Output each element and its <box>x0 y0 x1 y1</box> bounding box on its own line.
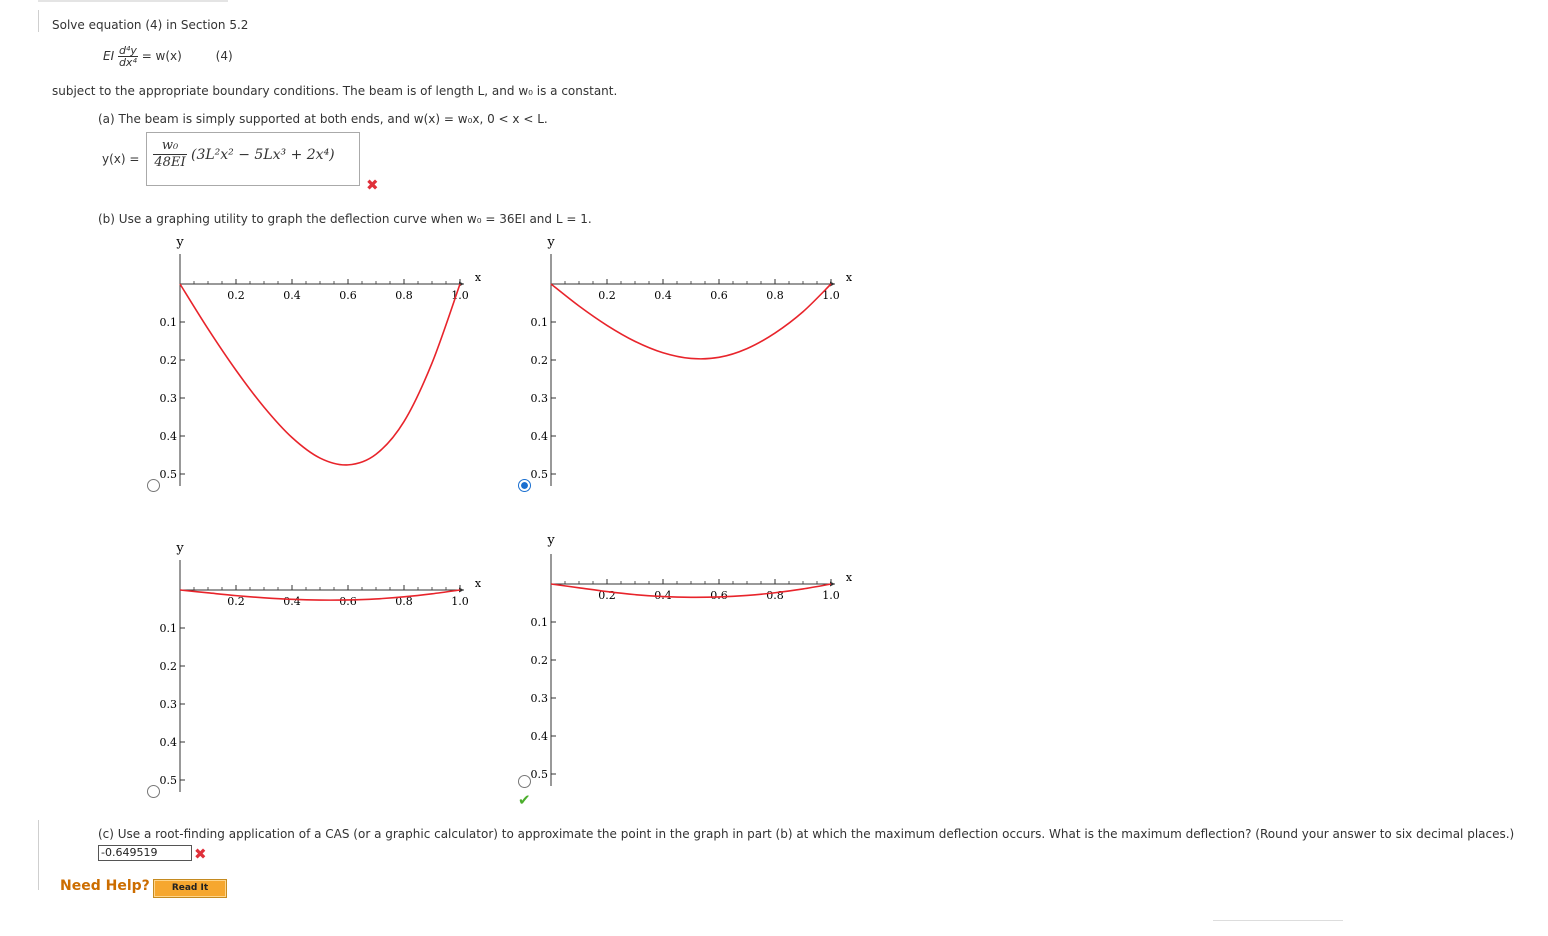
y-tick-label: 0.3 <box>159 392 177 405</box>
left-rule-bottom <box>38 820 39 890</box>
bottom-divider <box>1213 920 1343 921</box>
y-axis-label: y <box>547 235 555 250</box>
graph-option-4-radio[interactable] <box>518 775 531 788</box>
graph-option-3-radio[interactable] <box>147 785 160 798</box>
y-tick-label: 0.2 <box>530 654 548 667</box>
equation-4 <box>103 45 233 68</box>
part-b-prompt: (b) Use a graphing utility to graph the deflection curve when w₀ = 36EI and L = 1. <box>98 212 592 226</box>
x-tick-label: 0.6 <box>339 595 357 608</box>
y-tick-label: 0.5 <box>530 468 548 481</box>
x-tick-label: 0.2 <box>227 289 245 302</box>
x-tick-label: 0.6 <box>339 289 357 302</box>
x-tick-label: 0.6 <box>710 589 728 602</box>
y-tick-label: 0.5 <box>159 774 177 787</box>
y-tick-label: 0.3 <box>530 692 548 705</box>
x-tick-label: 1.0 <box>822 589 840 602</box>
x-tick-label: 0.6 <box>710 289 728 302</box>
deflection-curve <box>551 584 831 597</box>
equation-tag: (4) <box>215 49 233 63</box>
part-c-prompt: (c) Use a root-finding application of a CAS (or a graphic calculator) to approximate the point in the graph in part (b) at which the maximum deflection occurs. What is the maximum deflection? (Round your answer to six decimal places.) <box>98 827 1515 841</box>
x-axis-label: x <box>474 271 482 284</box>
part-a-prompt: (a) The beam is simply supported at both ends, and w(x) = w₀x, 0 < x < L. <box>98 112 548 126</box>
x-tick-label: 0.2 <box>598 289 616 302</box>
x-tick-label: 1.0 <box>822 289 840 302</box>
part-a-answer-box[interactable] <box>146 132 360 186</box>
y-tick-label: 0.4 <box>530 730 548 743</box>
x-tick-label: 0.4 <box>283 289 301 302</box>
graph-option-2 <box>511 228 871 490</box>
graph-option-1-radio[interactable] <box>147 479 160 492</box>
question-conditions: subject to the appropriate boundary conditions. The beam is of length L, and w₀ is a constant. <box>52 84 618 98</box>
equation-lhs: EI <box>103 49 115 63</box>
y-tick-label: 0.1 <box>530 616 548 629</box>
x-tick-label: 0.2 <box>598 589 616 602</box>
answer-body: (3L²x² − 5Lx³ + 2x⁴) <box>191 147 335 163</box>
answer-fraction <box>153 139 187 170</box>
x-axis-label: x <box>474 577 482 590</box>
y-tick-label: 0.3 <box>159 698 177 711</box>
answer-numerator: w₀ <box>153 139 187 155</box>
answer-denominator: 48EI <box>154 155 186 170</box>
y-tick-label: 0.1 <box>530 316 548 329</box>
x-tick-label: 0.4 <box>654 589 672 602</box>
plot-area <box>160 560 482 792</box>
y-tick-label: 0.1 <box>159 622 177 635</box>
y-tick-label: 0.5 <box>159 468 177 481</box>
x-tick-label: 0.8 <box>766 289 784 302</box>
part-c-incorrect-icon: ✖ <box>194 845 207 863</box>
part-c-answer-input[interactable]: -0.649519 <box>98 845 192 861</box>
x-tick-label: 1.0 <box>451 289 469 302</box>
y-tick-label: 0.4 <box>530 430 548 443</box>
equation-denominator: dx⁴ <box>118 56 137 69</box>
y-tick-label: 0.4 <box>159 430 177 443</box>
y-tick-label: 0.2 <box>530 354 548 367</box>
part-a-answer-label: y(x) = <box>102 152 140 166</box>
read-it-button[interactable]: Read It <box>153 879 227 898</box>
deflection-curve <box>551 284 831 359</box>
plot-area <box>531 254 853 486</box>
plot-area <box>531 554 853 786</box>
question-intro: Solve equation (4) in Section 5.2 <box>52 18 249 32</box>
graph-option-2-radio[interactable] <box>518 479 531 492</box>
need-help-label: Need Help? <box>60 878 150 894</box>
x-tick-label: 0.2 <box>227 595 245 608</box>
x-tick-label: 0.8 <box>395 595 413 608</box>
y-tick-label: 0.5 <box>530 768 548 781</box>
deflection-curve <box>180 284 460 465</box>
y-tick-label: 0.2 <box>159 354 177 367</box>
equation-numerator: d⁴y <box>118 44 137 57</box>
equation-fraction <box>118 45 138 68</box>
y-axis-label: y <box>176 541 184 556</box>
y-tick-label: 0.3 <box>530 392 548 405</box>
graph-option-3 <box>140 534 500 796</box>
graph-option-4 <box>511 526 871 788</box>
part-b-correct-icon: ✔ <box>518 791 531 809</box>
top-rule <box>38 0 228 2</box>
deflection-curve <box>180 590 460 600</box>
part-a-incorrect-icon: ✖ <box>366 176 379 194</box>
equation-rhs: = w(x) <box>141 49 182 63</box>
x-tick-label: 1.0 <box>451 595 469 608</box>
x-tick-label: 0.4 <box>283 595 301 608</box>
x-axis-label: x <box>845 571 853 584</box>
graph-option-1 <box>140 228 500 490</box>
plot-area <box>160 254 482 486</box>
x-tick-label: 0.4 <box>654 289 672 302</box>
left-rule <box>38 10 39 32</box>
y-tick-label: 0.4 <box>159 736 177 749</box>
y-axis-label: y <box>547 533 555 548</box>
x-tick-label: 0.8 <box>395 289 413 302</box>
y-tick-label: 0.1 <box>159 316 177 329</box>
x-axis-label: x <box>845 271 853 284</box>
x-tick-label: 0.8 <box>766 589 784 602</box>
y-tick-label: 0.2 <box>159 660 177 673</box>
y-axis-label: y <box>176 235 184 250</box>
